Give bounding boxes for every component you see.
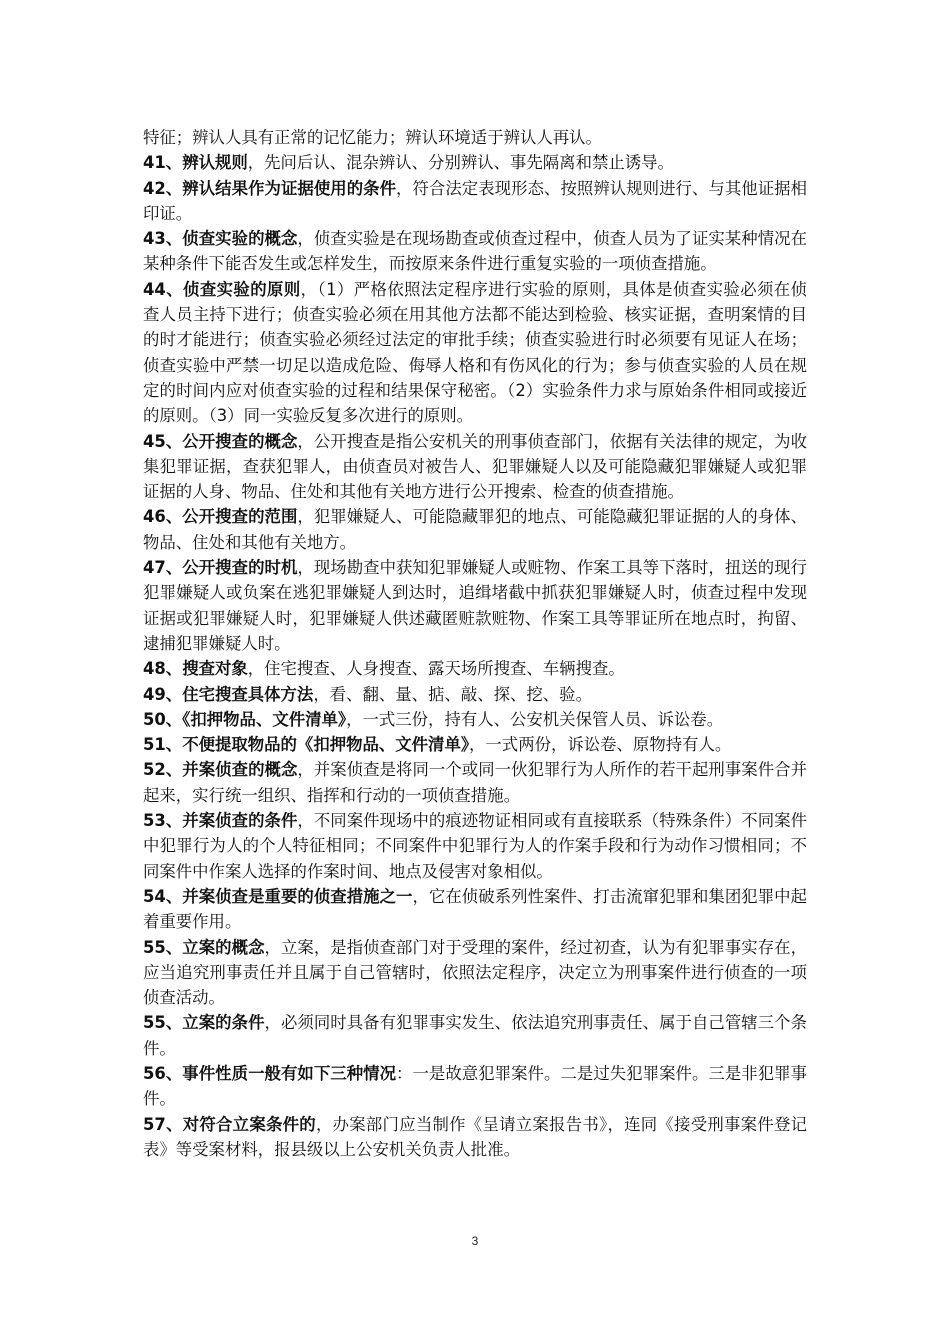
document-body [143, 125, 807, 1162]
paragraph-term: 42、辨认结果作为证据使用的条件 [143, 178, 397, 198]
paragraph-term: 54、并案侦查是重要的侦查措施之一 [143, 886, 413, 906]
paragraph-47 [143, 555, 807, 656]
paragraph-term: 53、并案侦查的条件 [143, 811, 298, 831]
paragraph-text: ，犯罪嫌疑人、可能隐藏罪犯的地点、可能隐藏犯罪证据的人的身体、物品、住处和其他有关地方。 [143, 507, 808, 552]
paragraph-43 [143, 226, 807, 277]
paragraph-term: 57、对符合立案条件的 [143, 1114, 316, 1134]
paragraph-text: ，住宅搜查、人身搜查、露天场所搜查、车辆搜查。 [247, 659, 625, 679]
paragraph-term: 45、公开搜查的概念 [143, 431, 298, 451]
paragraph-text: ，不同案件现场中的痕迹物证相同或有直接联系（特殊条件）不同案件中犯罪行为人的个人特征相同；不同案件中犯罪行为人的作案手段和行为动作习惯相同；不同案件中作案人选择的作案时间、地点及侵害对象相似。 [143, 811, 808, 881]
paragraph-text: ，侦查实验是在现场勘查或侦查过程中，侦查人员为了证实某种情况在某种条件下能否发生或怎样发生，而按原来条件进行重复实验的一项侦查措施。 [143, 229, 808, 274]
paragraph-term: 48、搜查对象 [143, 659, 248, 679]
paragraph-text: ，看、翻、量、掂、敲、探、挖、验。 [313, 684, 592, 704]
paragraph-54 [143, 884, 807, 935]
paragraph-55a [143, 935, 807, 1011]
paragraph-text: ，符合法定表现形态、按照辨认规则进行、与其他证据相印证。 [143, 178, 807, 223]
paragraph-term: 41、辨认规则 [143, 153, 248, 173]
paragraph-text: ，办案部门应当制作《呈请立案报告书》，连同《接受刑事案件登记表》等受案材料，报县级以上公安机关负责人批准。 [143, 1114, 807, 1159]
paragraph-55b [143, 1010, 807, 1061]
paragraph-term: 56、事件性质一般有如下三种情况 [143, 1063, 397, 1083]
paragraph-50 [143, 707, 807, 732]
paragraph-56 [143, 1061, 807, 1112]
page-number: 3 [471, 1234, 479, 1248]
paragraph-52 [143, 757, 807, 808]
paragraph-53 [143, 808, 807, 884]
paragraph-term: 44、侦查实验的原则 [143, 279, 301, 299]
paragraph-51 [143, 732, 807, 757]
paragraph-text: ，先问后认、混杂辨认、分别辨认、事先隔离和禁止诱导。 [247, 153, 674, 173]
paragraph-48 [143, 656, 807, 681]
paragraph-49 [143, 682, 807, 707]
paragraph-term: 49、住宅搜查具体方法 [143, 684, 314, 704]
paragraph-text: 特征；辨认人具有正常的记忆能力；辨认环境适于辨认人再认。 [143, 128, 602, 147]
paragraph-44 [143, 277, 807, 429]
paragraph-term: 46、公开搜查的范围 [143, 507, 298, 527]
paragraph-text: ，公开搜查是指公安机关的刑事侦查部门，依据有关法律的规定，为收集犯罪证据，查获犯罪人，由侦查员对被告人、犯罪嫌疑人以及可能隐藏犯罪嫌疑人或犯罪证据的人身、物品、住处和其他有关地方进行公开搜索、检查的侦查措施。 [143, 431, 808, 502]
paragraph-text: ，一式两份，诉讼卷、原物持有人。 [469, 735, 732, 755]
paragraph-45 [143, 429, 807, 505]
paragraph-42 [143, 176, 807, 227]
paragraph-term: 50、《扣押物品、文件清单》 [143, 709, 347, 729]
paragraph-term: 51、不便提取物品的《扣押物品、文件清单》 [143, 735, 470, 755]
paragraph-text: ：一是故意犯罪案件。二是过失犯罪案件。三是非犯罪事件。 [143, 1063, 807, 1109]
paragraph-term: 52、并案侦查的概念 [143, 760, 298, 780]
paragraph-text: ，它在侦破系列性案件、打击流窜犯罪和集团犯罪中起着重要作用。 [143, 886, 808, 932]
paragraph-0 [143, 125, 807, 150]
paragraph-text: ，并案侦查是将同一个或同一伙犯罪行为人所作的若干起刑事案件合并起来，实行统一组织、指挥和行动的一项侦查措施。 [143, 760, 808, 805]
paragraph-term: 55、立案的概念 [143, 937, 265, 957]
paragraph-text: ，现场勘查中获知犯罪嫌疑人或赃物、作案工具等下落时，扭送的现行犯罪嫌疑人或负案在逃犯罪嫌疑人到达时，追缉堵截中抓获犯罪嫌疑人时，侦查过程中发现证据或犯罪嫌疑人时，犯罪嫌疑人供述藏匿赃款赃物、作案工具等罪证所在地点时，拘留、逮捕犯罪嫌疑人时。 [143, 558, 808, 653]
paragraph-term: 55、立案的条件 [143, 1013, 265, 1033]
paragraph-text: ，必须同时具备有犯罪事实发生、依法追究刑事责任、属于自己管辖三个条件。 [143, 1013, 808, 1058]
paragraph-46 [143, 504, 807, 555]
paragraph-text: ，一式三份，持有人、公安机关保管人员、诉讼卷。 [346, 709, 724, 729]
paragraph-term: 47、公开搜查的时机 [143, 558, 298, 578]
paragraph-57 [143, 1112, 807, 1163]
paragraph-term: 43、侦查实验的概念 [143, 229, 298, 249]
paragraph-text: ，（1）严格依照法定程序进行实验的原则，具体是侦查实验必须在侦查人员主持下进行；侦查实验必须在用其他方法都不能达到检验、核实证据，查明案情的目的时才能进行；侦查实验必须经过法定的审批手续；侦查实验进行时必须要有见证人在场；侦查实验中严禁一切足以造成危险、侮辱人格和有伤风化的行为；参与侦查实验的人员在规定的时间内应对侦查实验的过程和结果保守秘密。（2）实验条件力求与原始条件相同或接近的原则。（3）同一实验反复多次进行的原则。 [143, 279, 807, 426]
paragraph-text: ，立案，是指侦查部门对于受理的案件，经过初查，认为有犯罪事实存在，应当追究刑事责任并且属于自己管辖时，依照法定程序，决定立为刑事案件进行侦查的一项侦查活动。 [143, 937, 808, 1008]
paragraph-41 [143, 150, 807, 175]
